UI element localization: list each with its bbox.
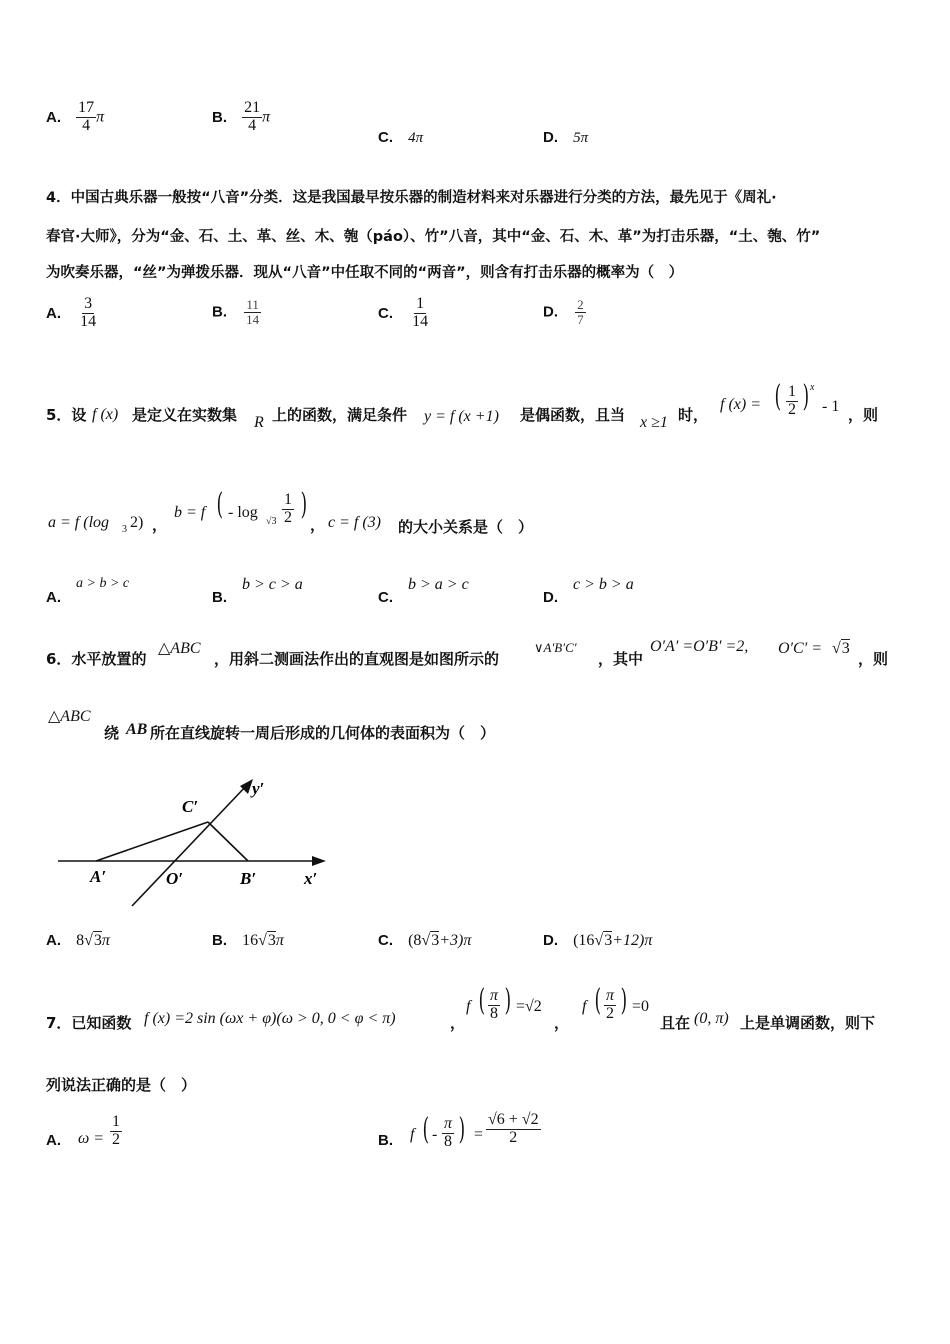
denominator: 7 xyxy=(577,311,584,327)
math: 2) xyxy=(130,514,144,531)
q7-option-b[interactable] xyxy=(378,1112,598,1164)
paren-right: ) xyxy=(458,1112,466,1147)
math: - 1 xyxy=(822,398,840,415)
q5-option-a[interactable] xyxy=(46,576,176,606)
label-y: y′ xyxy=(252,779,265,798)
option-label: B. xyxy=(212,108,227,126)
option-label: A. xyxy=(46,108,61,126)
denominator: 14 xyxy=(80,312,97,330)
option-label: C. xyxy=(378,304,393,322)
fraction xyxy=(110,1114,122,1149)
text: ， xyxy=(554,1014,570,1032)
math: x ≥1 xyxy=(640,414,668,431)
option-value: b > c > a xyxy=(242,576,303,593)
paren-right: ) xyxy=(504,983,512,1018)
text: ，则 xyxy=(848,406,879,424)
label-x: x′ xyxy=(304,869,318,888)
math: f (x) =2 sin (ωx + φ)(ω > 0, 0 < φ < π) xyxy=(144,1010,396,1027)
math: (0, π) xyxy=(694,1010,729,1027)
denominator: 8 xyxy=(444,1132,452,1150)
paren-right: ) xyxy=(802,379,810,414)
math: =√2 xyxy=(516,998,542,1015)
denominator: 8 xyxy=(490,1004,498,1022)
text: ， xyxy=(450,1014,466,1032)
math: c = f (3) xyxy=(328,514,381,531)
text: 上是单调函数，则下 xyxy=(740,1014,876,1032)
paren-right: ) xyxy=(300,487,308,522)
label-b: B′ xyxy=(240,869,257,888)
numerator: π xyxy=(444,1115,453,1132)
coef: 8 xyxy=(76,932,85,949)
numerator: 1 xyxy=(788,383,796,400)
coef: 16 xyxy=(242,932,259,949)
option-value: 16√3π xyxy=(242,932,284,949)
option-label: D. xyxy=(543,129,558,146)
math: f xyxy=(466,998,471,1015)
segment-cb xyxy=(208,822,248,861)
q7-stem-line2: 列说法正确的是（ ） xyxy=(46,1076,197,1094)
text: 6．水平放置的 xyxy=(46,650,147,668)
q4-text-line2: 春官·大师》，分为“金、石、土、革、丝、木、匏（páo）、竹”八音，其中“金、石、木、革”为打击乐器，“土、匏、竹” xyxy=(46,229,821,245)
text: 5．设 xyxy=(46,406,87,424)
text: ， xyxy=(310,516,326,534)
fraction xyxy=(242,100,262,135)
exponent: x xyxy=(810,382,815,393)
math: f (x) xyxy=(92,406,119,423)
fraction xyxy=(78,296,98,331)
fraction xyxy=(786,384,798,419)
option-value: (8√3+3)π xyxy=(408,932,472,949)
math: △ABC xyxy=(48,708,91,725)
math: O′C′ = xyxy=(778,640,823,657)
text: 绕 xyxy=(104,724,120,742)
text: 是定义在实数集 xyxy=(132,406,238,424)
label-o: O′ xyxy=(166,869,184,888)
text: 所在直线旋转一周后形成的几何体的表面积为（ ） xyxy=(150,724,496,742)
numerator: √6 + √2 xyxy=(488,1111,539,1128)
q6-stem-line1 xyxy=(46,636,916,672)
denominator: 2 xyxy=(112,1130,120,1148)
q4-option-b[interactable] xyxy=(212,298,261,326)
text: 且在 xyxy=(660,1014,691,1032)
math: - xyxy=(432,1126,438,1143)
pi-symbol: π xyxy=(101,932,110,949)
paren-right: ) xyxy=(620,983,628,1018)
denominator: 2 xyxy=(284,508,292,526)
label-a: A′ xyxy=(90,867,107,886)
q5-option-c[interactable] xyxy=(378,576,508,606)
math: R xyxy=(254,414,264,431)
numerator: 21 xyxy=(244,99,261,116)
paren-left: ( xyxy=(216,487,224,522)
subscript: √3 xyxy=(266,516,277,527)
option-value: b > a > c xyxy=(408,576,469,593)
paren-left: ( xyxy=(594,983,602,1018)
q4-option-d[interactable] xyxy=(543,298,586,326)
pi-symbol: π xyxy=(262,108,271,126)
text: ，其中 xyxy=(598,650,644,668)
math: O′A′ =O′B′ =2, xyxy=(650,638,749,655)
q6-option-a[interactable] xyxy=(46,930,110,950)
numerator: 1 xyxy=(112,1113,120,1130)
fraction xyxy=(488,988,500,1023)
math: f xyxy=(582,998,587,1015)
numerator: π xyxy=(606,987,615,1004)
option-value: c > b > a xyxy=(573,576,634,593)
q3-option-b[interactable] xyxy=(212,100,270,135)
denominator: 4 xyxy=(82,116,91,134)
numerator: 2 xyxy=(577,297,584,312)
numerator: π xyxy=(490,987,499,1004)
option-label: D. xyxy=(543,932,558,949)
q3-option-d[interactable] xyxy=(543,127,588,147)
q4-text-line1: 4．中国古典乐器一般按“八音”分类．这是我国最早按乐器的制造材料来对乐器进行分类的方法，最先见于《周礼· xyxy=(46,190,777,206)
pi-symbol: π xyxy=(275,932,284,949)
math: y = f (x +1) xyxy=(424,408,499,425)
math: f (x) = xyxy=(720,396,761,413)
math: AB xyxy=(126,721,148,738)
option-label: A. xyxy=(46,1132,61,1149)
q6-option-b[interactable] xyxy=(212,930,284,950)
tail: +3)π xyxy=(439,932,472,949)
q5-option-d[interactable] xyxy=(543,576,673,606)
fraction xyxy=(486,1112,541,1147)
text: 上的函数，满足条件 xyxy=(272,406,408,424)
fraction xyxy=(410,296,430,331)
fraction xyxy=(575,298,586,326)
math: ∨A′B′C′ xyxy=(534,640,577,655)
paren-left: ( xyxy=(478,983,486,1018)
q6-option-c[interactable] xyxy=(378,930,471,950)
radicand: 3 xyxy=(93,932,102,949)
math: ω = xyxy=(78,1130,105,1147)
option-label: A. xyxy=(46,304,61,322)
math: △ABC xyxy=(158,640,201,657)
denominator: 14 xyxy=(412,312,429,330)
coef: (16 xyxy=(573,932,595,949)
option-label: C. xyxy=(378,589,393,606)
denominator: 4 xyxy=(248,116,257,134)
q7-stem-line1 xyxy=(46,983,926,1038)
text: 的大小关系是（ ） xyxy=(398,518,534,536)
fraction xyxy=(244,298,261,326)
numerator: 1 xyxy=(284,491,292,508)
q4-option-c[interactable] xyxy=(378,296,430,331)
q6-stem-line2 xyxy=(46,706,646,742)
option-label: D. xyxy=(543,303,558,321)
text: 时， xyxy=(678,406,709,424)
option-value: a > b > c xyxy=(76,576,130,591)
fraction xyxy=(442,1116,454,1151)
math: =0 xyxy=(632,998,650,1015)
option-label: A. xyxy=(46,932,61,949)
radicand: 3 xyxy=(431,932,440,949)
text: ， xyxy=(152,516,168,534)
text: 7．已知函数 xyxy=(46,1014,132,1032)
paren-left: ( xyxy=(774,379,782,414)
math: - log xyxy=(228,504,258,521)
x-arrow-icon xyxy=(312,856,326,866)
math: f xyxy=(410,1126,415,1143)
option-label: A. xyxy=(46,589,61,606)
option-value: 5π xyxy=(573,130,589,146)
denominator: 2 xyxy=(509,1128,518,1146)
tail: +12)π xyxy=(612,932,653,949)
option-label: C. xyxy=(378,932,393,949)
option-label: D. xyxy=(543,589,558,606)
text: ，用斜二测画法作出的直观图是如图所示的 xyxy=(214,650,500,668)
math: = xyxy=(474,1126,484,1143)
q5-stem-line1 xyxy=(46,379,916,444)
text: ，则 xyxy=(858,650,889,668)
q3-option-c[interactable] xyxy=(378,127,423,147)
denominator: 2 xyxy=(606,1004,614,1022)
option-label: C. xyxy=(378,129,393,146)
q4-text-line3: 为吹奏乐器，“丝”为弹拨乐器．现从“八音”中任取不同的“两音”，则含有打击乐器的概率为（ ） xyxy=(46,265,684,281)
option-value: 8√3π xyxy=(76,932,110,949)
coef: (8 xyxy=(408,932,422,949)
segment-ac xyxy=(96,822,208,861)
numerator: 17 xyxy=(78,99,95,116)
math: a = f (log xyxy=(48,514,110,531)
math: b = f xyxy=(174,504,206,521)
denominator: 2 xyxy=(788,400,796,418)
q7-option-a[interactable] xyxy=(46,1114,166,1162)
radicand: 3 xyxy=(841,640,850,657)
label-c: C′ xyxy=(182,797,199,816)
numerator: 1 xyxy=(416,295,425,312)
q3-option-a[interactable] xyxy=(46,100,104,135)
numerator: 3 xyxy=(84,295,93,312)
pi-symbol: π xyxy=(96,108,105,126)
option-value: (16√3+12)π xyxy=(573,932,653,949)
option-value: 4π xyxy=(408,130,424,146)
q5-option-b[interactable] xyxy=(212,576,342,606)
radicand: 3 xyxy=(267,932,276,949)
fraction xyxy=(604,988,616,1023)
q4-option-a[interactable] xyxy=(46,296,98,331)
text: 是偶函数，且当 xyxy=(520,406,626,424)
fraction xyxy=(76,100,96,135)
q5-stem-line2 xyxy=(46,488,566,544)
oblique-diagram xyxy=(50,770,340,915)
option-label: B. xyxy=(212,303,227,321)
fraction xyxy=(282,492,294,527)
q6-option-d[interactable] xyxy=(543,930,652,950)
paren-left: ( xyxy=(422,1112,430,1147)
option-label: B. xyxy=(378,1132,393,1149)
denominator: 14 xyxy=(246,311,260,327)
subscript: 3 xyxy=(122,524,127,535)
radicand: 3 xyxy=(604,932,613,949)
option-label: B. xyxy=(212,589,227,606)
sqrt: √3 xyxy=(832,640,850,657)
option-label: B. xyxy=(212,932,227,949)
numerator: 11 xyxy=(246,297,259,312)
